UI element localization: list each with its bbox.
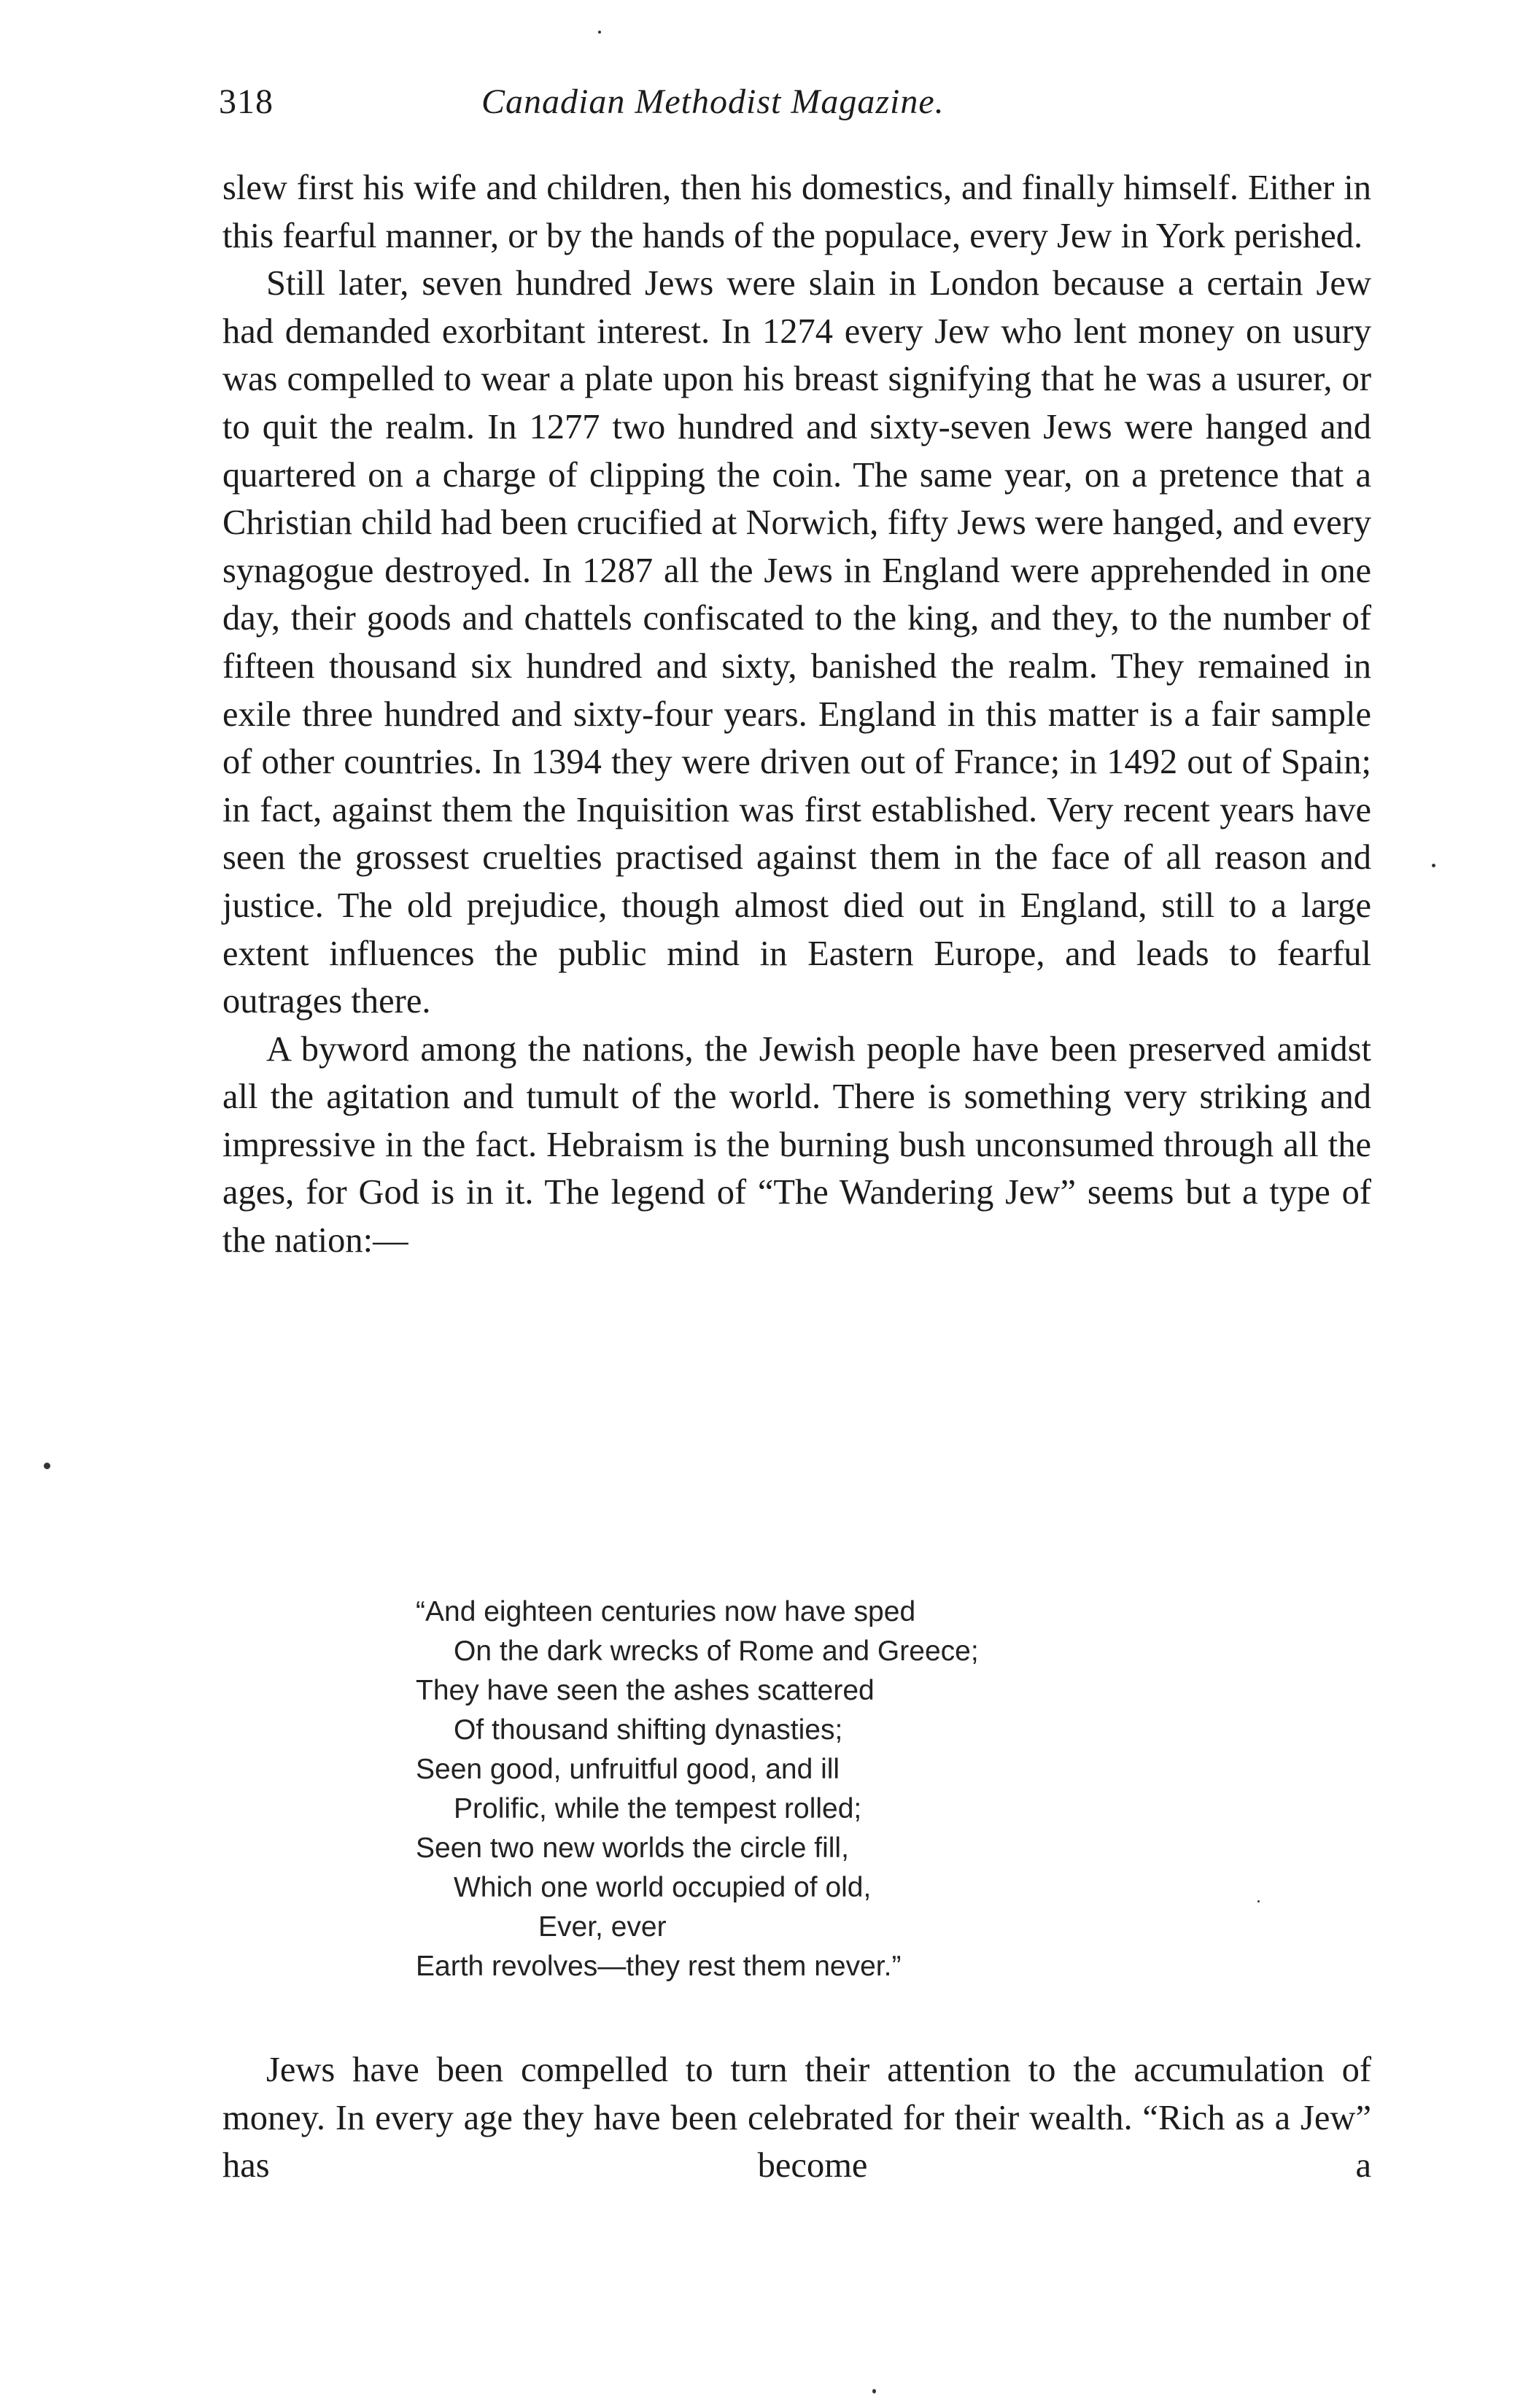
running-title: Canadian Methodist Magazine.: [481, 82, 945, 121]
scan-speck: [44, 1463, 50, 1469]
poem-line: They have seen the ashes scattered: [416, 1675, 875, 1706]
paragraph-wealth: Jews have been compelled to turn their attention to the accumulation of money. In every age they have been celebrated for their wealth. “Rich as a Jew” has become a: [222, 2051, 1371, 2186]
scan-speck: [1257, 1900, 1260, 1902]
poem-line: Which one world occupied of old,: [454, 1872, 872, 1903]
article-body: [222, 164, 1371, 1265]
scan-speck: [1432, 864, 1435, 867]
poem-line: Seen good, unfruitful good, and ill: [416, 1754, 840, 1785]
article-body-continued: [222, 2046, 1371, 2190]
poem-line: “And eighteen centuries now have sped: [416, 1596, 916, 1627]
running-header: [219, 82, 1371, 140]
poem-line: Prolific, while the tempest rolled;: [454, 1793, 862, 1824]
paragraph-continued: slew first his wife and children, then his domestics, and finally himself. Either in this fearful manner, or by the hands of the populace, every Jew in York perished.: [222, 169, 1371, 255]
poem-line: Seen two new worlds the circle fill,: [416, 1832, 849, 1864]
poem-quotation: [416, 1592, 1145, 1986]
poem-line: Of thousand shifting dynasties;: [454, 1714, 843, 1746]
paragraph-persecutions: Still later, seven hundred Jews were slain in London because a certain Jew had demanded exorbitant interest. In 1274 every Jew who lent money on usury was compelled to wear a plate upon his breast signifying that he was a usurer, or to quit the realm. In 1277 two hundred and sixty-seven Jews were hanged and quartered on a charge of clipping the coin. The same year, on a pretence that a Christian child had been crucified at Norwich, fifty Jews were hanged, and every synagogue destroyed. In 1287 all the Jews in England were apprehended in one day, their goods and chattels confiscated to the king, and they, to the number of fifteen thousand six hundred and sixty, banished the realm. They remained in exile three hundred and sixty-four years. England in this matter is a fair sample of other countries. In 1394 they were driven out of France; in 1492 out of Spain; in fact, against them the Inquisition was first established. Very recent years have seen the grossest cruelties practised against them in the face of all reason and justice. The old prejudice, though almost died out in England, still to a large extent influences the public mind in Eastern Europe, and leads to fearful outrages there.: [222, 264, 1371, 1021]
scan-speck: [598, 31, 601, 34]
poem-line: On the dark wrecks of Rome and Greece;: [454, 1635, 979, 1667]
scan-speck: [872, 2389, 876, 2393]
paragraph-byword: A byword among the nations, the Jewish people have been preserved amidst all the agitation and tumult of the world. There is something very striking and impressive in the fact. Hebraism is the burning bush unconsumed through all the ages, for God is in it. The legend of “The Wandering Jew” seems but a type of the nation:—: [222, 1029, 1371, 1261]
poem-line: Earth revolves—they rest them never.”: [416, 1951, 902, 1982]
page-number: 318: [219, 82, 274, 121]
poem-line: Ever, ever: [538, 1911, 667, 1943]
